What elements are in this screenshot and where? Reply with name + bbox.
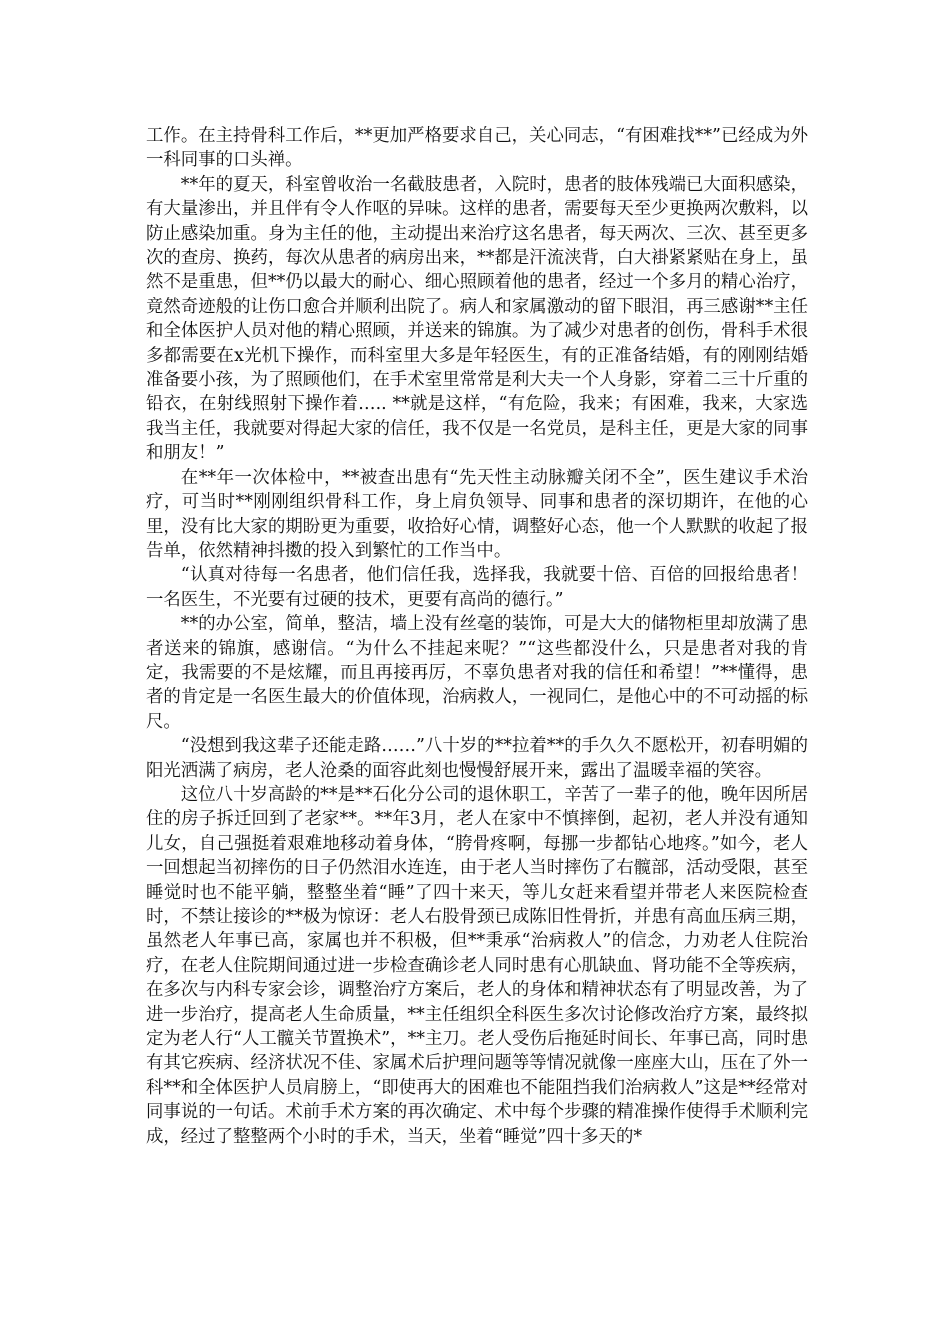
document-page [146,124,808,1149]
paragraph-3: 在**年一次体检中，**被查出患有“先天性主动脉瓣关闭不全”，医生建议手术治疗，可当时**刚刚组织骨科工作，身上肩负领导、同事和患者的深切期许，在他的心里，没有比大家的期盼更为重要，收拾好心情，调整好心态，他一个人默默的收起了报告单，依然精神抖擞的投入到繁忙的工作当中。 [146,467,808,561]
paragraph-7: 这位八十岁高龄的**是**石化分公司的退休职工，辛苦了一辈子的他，晚年因所居住的房子拆迁回到了老家**。**年3月，老人在家中不慎摔倒，起初，老人并没有通知儿女，自己强挺着艰难地移动着身体，“胯骨疼啊，每挪一步都钻心地疼。”如今，老人一回想起当初摔伤的日子仍然泪水连连，由于老人当时摔伤了右髋部，活动受限，甚至睡觉时也不能平躺，整整坐着“睡”了四十来天，等儿女赶来看望并带老人来医院检查时，不禁让接诊的**极为惊讶：老人右股骨颈已成陈旧性骨折，并患有高血压病三期，虽然老人年事已高，家属也并不积极，但**秉承“治病救人”的信念，力劝老人住院治疗，在老人住院期间通过进一步检查确诊老人同时患有心肌缺血、肾功能不全等疾病，在多次与内科专家会诊，调整治疗方案后，老人的身体和精神状态有了明显改善，为了进一步治疗，提高老人生命质量，**主任组织全科医生多次讨论修改治疗方案，最终拟定为老人行“人工髋关节置换术”，**主刀。老人受伤后拖延时间长、年事已高，同时患有其它疾病、经济状况不佳、家属术后护理问题等等情况就像一座座大山，压在了外一科**和全体医护人员肩膀上，“即使再大的困难也不能阻挡我们治病救人”这是**经常对同事说的一句话。术前手术方案的再次确定、术中每个步骤的精准操作使得手术顺利完成，经过了整整两个小时的手术，当天，坐着“睡觉”四十多天的* [146,784,808,1147]
paragraph-1: 工作。在主持骨科工作后，**更加严格要求自己，关心同志，“有困难找**”已经成为外一科同事的口头禅。 [146,126,808,171]
paragraph-6: “没想到我这辈子还能走路……”八十岁的**拉着**的手久久不愿松开，初春明媚的阳光洒满了病房，老人沧桑的面容此刻也慢慢舒展开来，露出了温暖幸福的笑容。 [146,736,808,781]
paragraph-4: “认真对待每一名患者，他们信任我，选择我，我就要十倍、百倍的回报给患者！一名医生，不光要有过硬的技术，更要有高尚的德行。” [146,565,808,610]
paragraph-5: **的办公室，简单，整洁，墙上没有丝毫的装饰，可是大大的储物柜里却放满了患者送来的锦旗，感谢信。“为什么不挂起来呢？”“这些都没什么，只是患者对我的肯定，我需要的不是炫耀，而且再接再厉，不辜负患者对我的信任和希望！”**懂得，患者的肯定是一名医生最大的价值体现，治病救人，一视同仁，是他心中的不可动摇的标尺。 [146,614,808,732]
paragraph-2: **年的夏天，科室曾收治一名截肢患者，入院时，患者的肢体残端已大面积感染，有大量渗出，并且伴有令人作呕的异味。这样的患者，需要每天至少更换两次敷料，以防止感染加重。身为主任的他，主动提出来治疗这名患者，每天两次、三次、甚至更多次的查房、换药，每次从患者的病房出来，**都是汗流浃背，白大褂紧紧贴在身上，虽然不是重患，但**仍以最大的耐心、细心照顾着他的患者，经过一个多月的精心治疗，竟然奇迹般的让伤口愈合并顺利出院了。病人和家属激动的留下眼泪，再三感谢**主任和全体医护人员对他的精心照顾，并送来的锦旗。为了减少对患者的创伤，骨科手术很多都需要在x光机下操作，而科室里大多是年轻医生，有的正准备结婚，有的刚刚结婚准备要小孩，为了照顾他们，在手术室里常常是利大夫一个人身影，穿着二三十斤重的铅衣，在射线照射下操作着….. **就是这样，“有危险，我来；有困难，我来，大家选我当主任，我就要对得起大家的信任，我不仅是一名党员，是科主任，更是大家的同事和朋友！” [146,174,808,464]
